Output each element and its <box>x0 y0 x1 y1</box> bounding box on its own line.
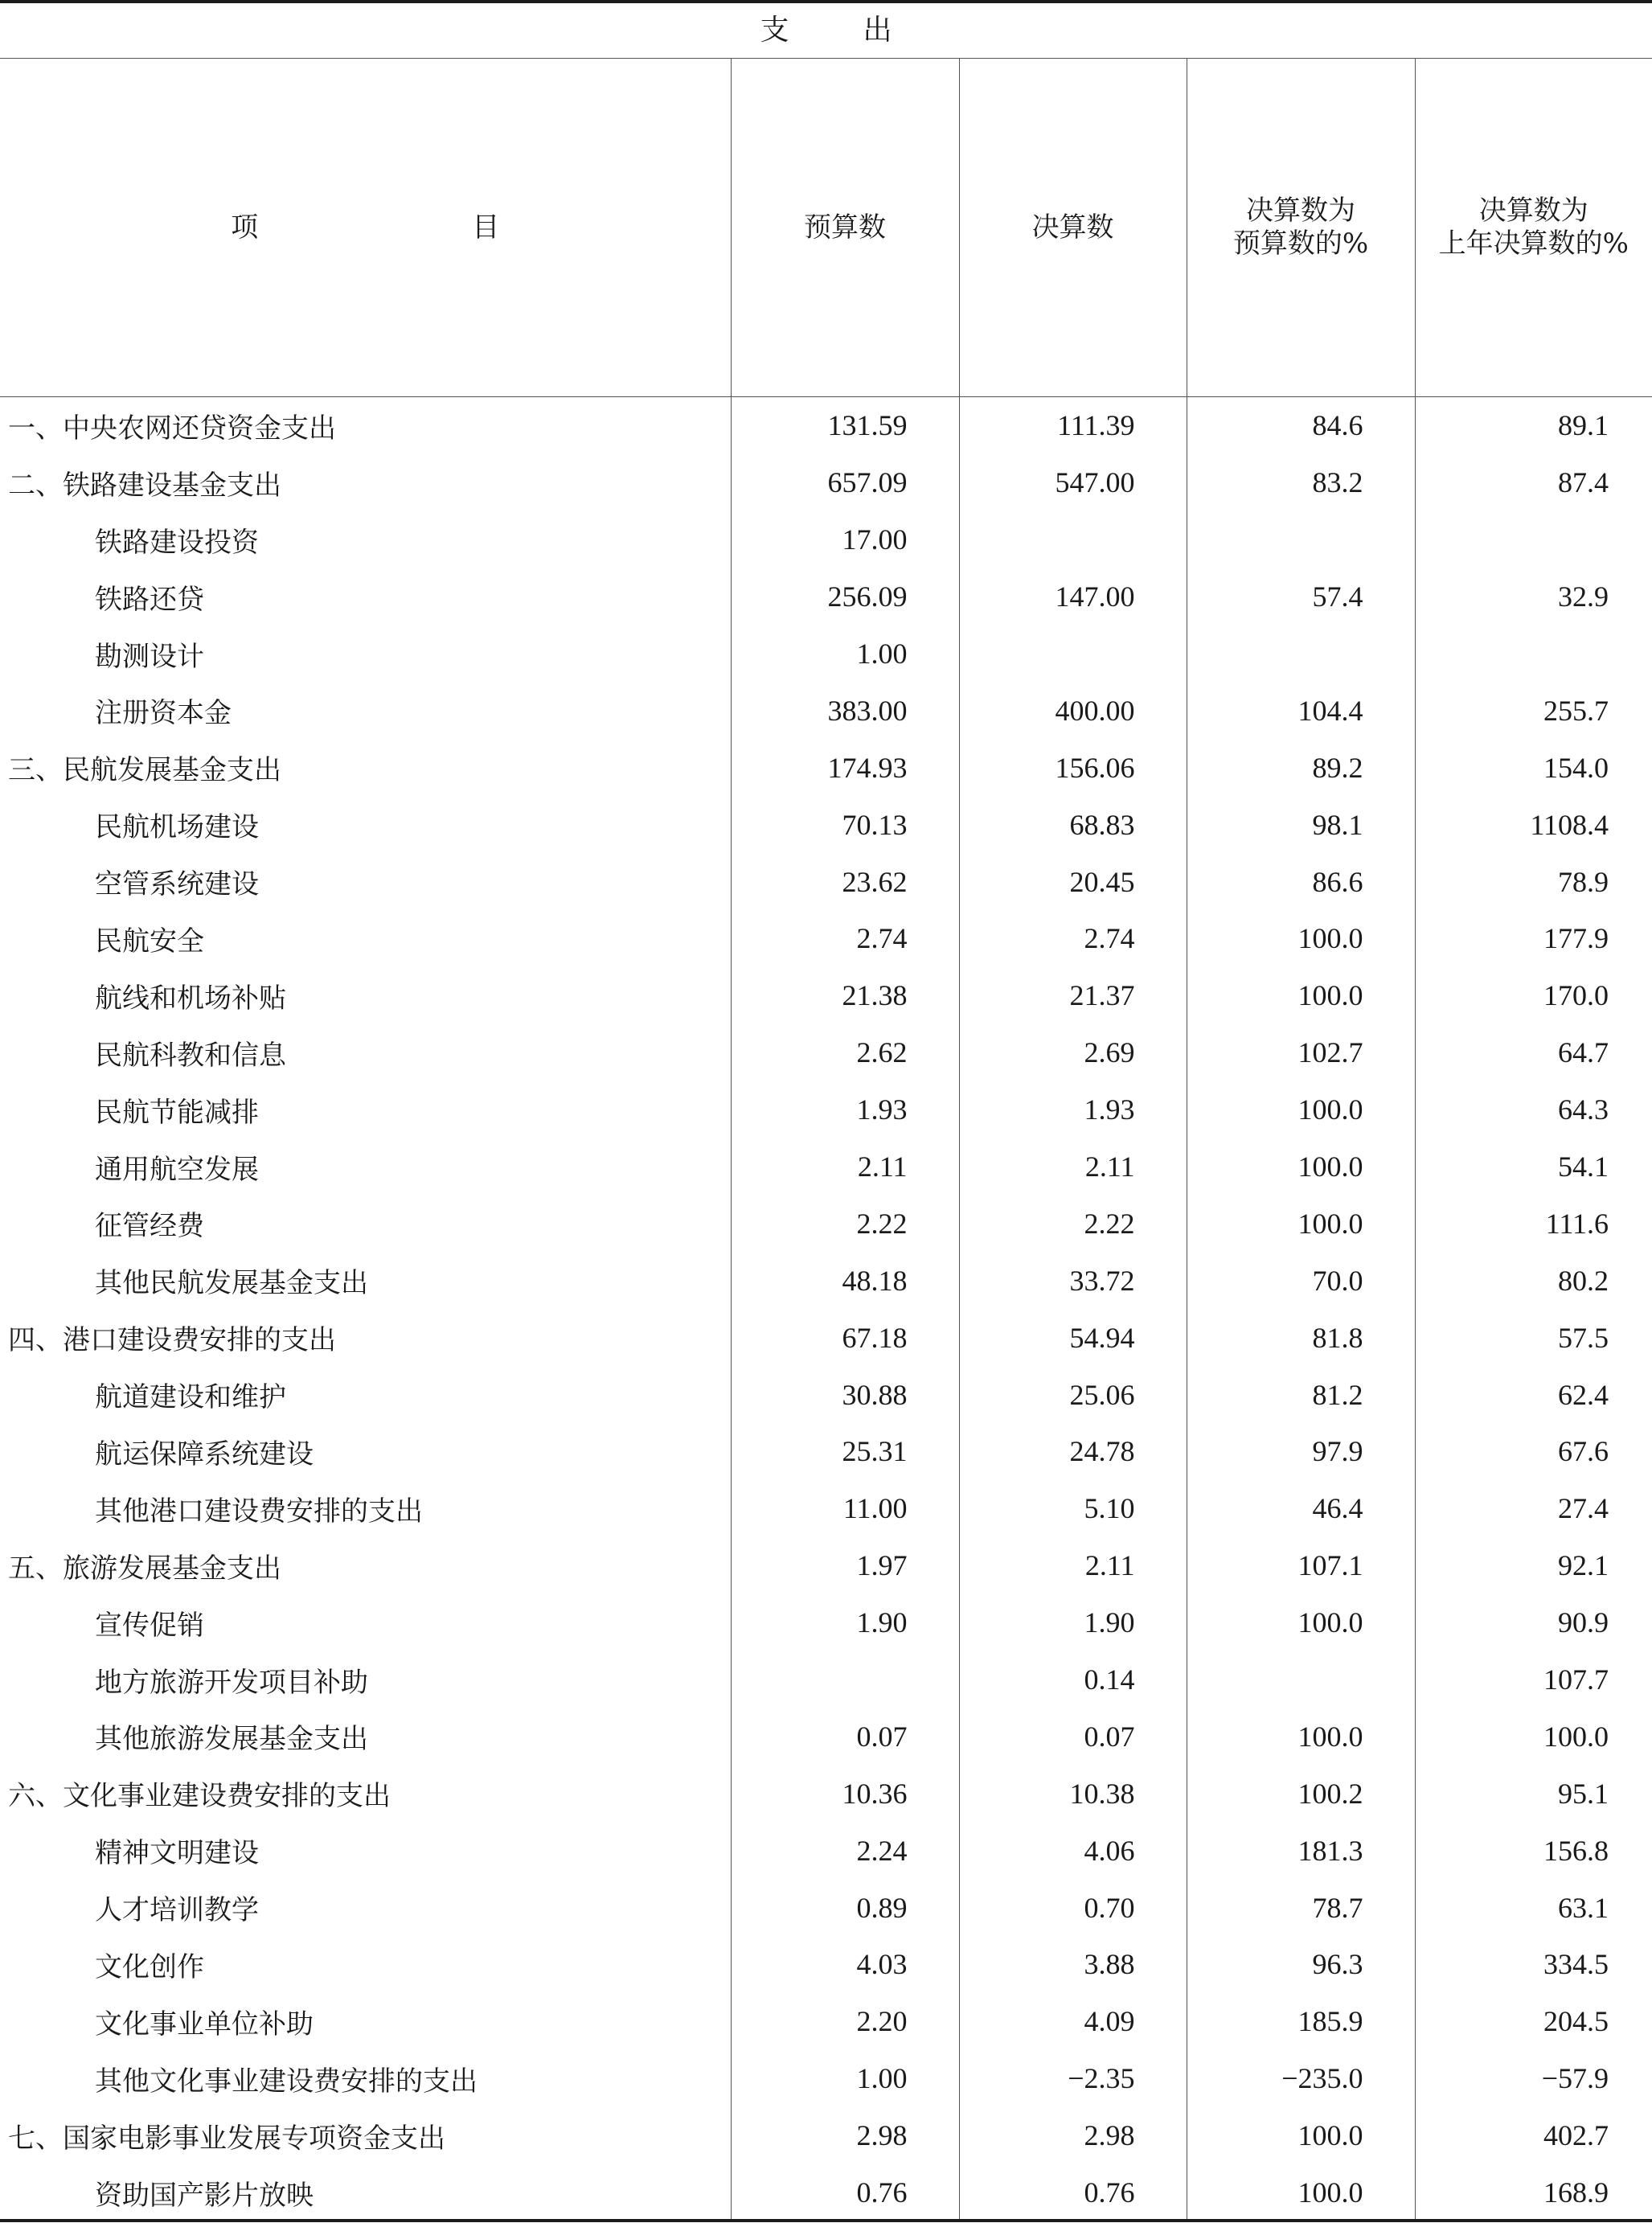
final-cell: 1.93 <box>959 1081 1187 1138</box>
final-cell: 111.39 <box>959 397 1187 454</box>
budget-cell: 2.98 <box>731 2107 959 2164</box>
row-name-cell: 一、中央农网还贷资金支出 <box>8 412 336 445</box>
budget-cell: 0.89 <box>731 1879 959 1936</box>
table-row <box>0 1309 1652 1366</box>
row-name-cell: 通用航空发展 <box>95 1153 259 1186</box>
row-name-cell: 四、港口建设费安排的支出 <box>8 1324 336 1357</box>
pct-prev-cell: 111.6 <box>1415 1195 1652 1252</box>
row-name-cell: 二、铁路建设基金支出 <box>8 469 281 502</box>
budget-cell: 1.00 <box>731 625 959 683</box>
table-row <box>0 1879 1652 1936</box>
table-row <box>0 625 1652 683</box>
pct-prev-cell: 64.7 <box>1415 1024 1652 1081</box>
pct-prev-cell: 177.9 <box>1415 910 1652 967</box>
row-name-cell: 勘测设计 <box>95 640 204 673</box>
table-row <box>0 796 1652 853</box>
table-row <box>0 1252 1652 1309</box>
final-cell: 4.09 <box>959 1993 1187 2050</box>
budget-cell: 174.93 <box>731 739 959 796</box>
final-cell <box>959 511 1187 568</box>
final-cell: 1.90 <box>959 1594 1187 1651</box>
row-name-cell: 六、文化事业建设费安排的支出 <box>8 1780 391 1813</box>
row-name-cell: 民航节能减排 <box>95 1096 259 1129</box>
pct-prev-cell: 78.9 <box>1415 853 1652 910</box>
row-name-cell: 铁路还贷 <box>95 583 204 616</box>
header-pct-prev: 决算数为 上年决算数的% <box>1415 59 1652 397</box>
row-name-cell: 三、民航发展基金支出 <box>8 754 281 787</box>
bottom-rule <box>0 2219 1652 2222</box>
pct-budget-cell: 46.4 <box>1187 1480 1415 1537</box>
row-name-cell: 民航安全 <box>95 925 204 958</box>
pct-budget-cell: 102.7 <box>1187 1024 1415 1081</box>
final-cell: 2.11 <box>959 1138 1187 1196</box>
table-row <box>0 2107 1652 2164</box>
budget-cell: 21.38 <box>731 967 959 1024</box>
final-cell: 0.76 <box>959 2164 1187 2221</box>
table-row <box>0 1480 1652 1537</box>
section-title <box>0 3 1652 59</box>
pct-budget-cell: 98.1 <box>1187 796 1415 853</box>
pct-prev-cell: 80.2 <box>1415 1252 1652 1309</box>
pct-prev-cell: 204.5 <box>1415 1993 1652 2050</box>
table-row <box>0 1936 1652 1993</box>
pct-prev-cell: −57.9 <box>1415 2050 1652 2107</box>
table-row <box>0 1822 1652 1879</box>
table-row <box>0 1423 1652 1480</box>
budget-cell: 0.07 <box>731 1708 959 1765</box>
pct-budget-cell: 100.0 <box>1187 1195 1415 1252</box>
final-cell: 0.14 <box>959 1651 1187 1708</box>
table-row <box>0 682 1652 739</box>
table-row <box>0 1138 1652 1196</box>
row-name-cell: 征管经费 <box>95 1210 204 1243</box>
table-row <box>0 1708 1652 1765</box>
row-name-cell: 精神文明建设 <box>95 1837 259 1870</box>
budget-cell: 30.88 <box>731 1366 959 1423</box>
pct-prev-cell: 100.0 <box>1415 1708 1652 1765</box>
final-cell: 0.70 <box>959 1879 1187 1936</box>
pct-prev-cell: 67.6 <box>1415 1423 1652 1480</box>
budget-cell: 0.76 <box>731 2164 959 2221</box>
row-name-cell: 宣传促销 <box>95 1609 204 1642</box>
table-row <box>0 967 1652 1024</box>
table-row <box>0 1993 1652 2050</box>
row-name-cell: 其他港口建设费安排的支出 <box>95 1495 423 1528</box>
pct-budget-cell: 83.2 <box>1187 454 1415 511</box>
budget-cell: 1.90 <box>731 1594 959 1651</box>
budget-cell: 256.09 <box>731 568 959 625</box>
expenditure-table <box>0 59 1652 2221</box>
row-name-cell: 文化事业单位补助 <box>95 2008 314 2040</box>
pct-budget-cell <box>1187 1651 1415 1708</box>
pct-budget-cell: 100.0 <box>1187 1708 1415 1765</box>
pct-budget-cell: 100.0 <box>1187 1081 1415 1138</box>
pct-budget-cell: 100.0 <box>1187 1594 1415 1651</box>
header-pct-budget: 决算数为 预算数的% <box>1187 59 1415 397</box>
table-row <box>0 568 1652 625</box>
final-cell: 5.10 <box>959 1480 1187 1537</box>
table-header <box>0 59 1652 397</box>
table-row <box>0 1024 1652 1081</box>
header-budget: 预算数 <box>731 59 959 397</box>
pct-prev-cell <box>1415 511 1652 568</box>
table-row <box>0 1594 1652 1651</box>
final-cell: 2.74 <box>959 910 1187 967</box>
row-name-cell: 航运保障系统建设 <box>95 1438 314 1470</box>
table-row <box>0 739 1652 796</box>
budget-cell: 2.11 <box>731 1138 959 1196</box>
budget-cell <box>731 1651 959 1708</box>
row-name-cell: 资助国产影片放映 <box>95 2179 314 2212</box>
pct-budget-cell: 96.3 <box>1187 1936 1415 1993</box>
table-row <box>0 454 1652 511</box>
pct-prev-cell: 87.4 <box>1415 454 1652 511</box>
row-name-cell: 航道建设和维护 <box>95 1381 286 1414</box>
pct-prev-cell: 168.9 <box>1415 2164 1652 2221</box>
pct-budget-cell: 78.7 <box>1187 1879 1415 1936</box>
table-row <box>0 1765 1652 1822</box>
final-cell: 0.07 <box>959 1708 1187 1765</box>
budget-cell: 1.97 <box>731 1537 959 1594</box>
final-cell: 24.78 <box>959 1423 1187 1480</box>
final-cell: 10.38 <box>959 1765 1187 1822</box>
pct-budget-cell: 100.0 <box>1187 1138 1415 1196</box>
pct-budget-cell: 181.3 <box>1187 1822 1415 1879</box>
table-row <box>0 2050 1652 2107</box>
pct-prev-cell: 64.3 <box>1415 1081 1652 1138</box>
final-cell: 547.00 <box>959 454 1187 511</box>
budget-cell: 25.31 <box>731 1423 959 1480</box>
pct-budget-cell: 81.2 <box>1187 1366 1415 1423</box>
final-cell: 20.45 <box>959 853 1187 910</box>
pct-prev-cell: 1108.4 <box>1415 796 1652 853</box>
pct-prev-cell: 63.1 <box>1415 1879 1652 1936</box>
pct-prev-cell: 92.1 <box>1415 1537 1652 1594</box>
row-name-cell: 地方旅游开发项目补助 <box>95 1666 368 1699</box>
final-cell: 2.11 <box>959 1537 1187 1594</box>
header-final: 决算数 <box>959 59 1187 397</box>
row-name-cell: 航线和机场补贴 <box>95 982 286 1015</box>
pct-budget-cell: 97.9 <box>1187 1423 1415 1480</box>
table-body <box>0 397 1652 2221</box>
pct-budget-cell: 100.0 <box>1187 2164 1415 2221</box>
pct-budget-cell: −235.0 <box>1187 2050 1415 2107</box>
pct-prev-cell: 156.8 <box>1415 1822 1652 1879</box>
pct-prev-cell: 95.1 <box>1415 1765 1652 1822</box>
final-cell: 4.06 <box>959 1822 1187 1879</box>
budget-cell: 4.03 <box>731 1936 959 1993</box>
final-cell: 156.06 <box>959 739 1187 796</box>
table-row <box>0 853 1652 910</box>
budget-cell: 10.36 <box>731 1765 959 1822</box>
table-row <box>0 1537 1652 1594</box>
pct-budget-cell: 100.0 <box>1187 967 1415 1024</box>
table-row <box>0 910 1652 967</box>
budget-cell: 657.09 <box>731 454 959 511</box>
budget-cell: 70.13 <box>731 796 959 853</box>
budget-cell: 2.22 <box>731 1195 959 1252</box>
pct-prev-cell: 54.1 <box>1415 1138 1652 1196</box>
pct-budget-cell <box>1187 625 1415 683</box>
final-cell: 400.00 <box>959 682 1187 739</box>
pct-prev-cell: 154.0 <box>1415 739 1652 796</box>
budget-cell: 17.00 <box>731 511 959 568</box>
row-name-cell: 其他旅游发展基金支出 <box>95 1723 368 1756</box>
pct-budget-cell: 84.6 <box>1187 397 1415 454</box>
pct-prev-cell: 402.7 <box>1415 2107 1652 2164</box>
budget-cell: 2.20 <box>731 1993 959 2050</box>
pct-prev-cell: 27.4 <box>1415 1480 1652 1537</box>
pct-budget-cell: 104.4 <box>1187 682 1415 739</box>
budget-cell: 2.74 <box>731 910 959 967</box>
header-item: 项 目 <box>0 59 731 397</box>
final-cell <box>959 625 1187 683</box>
row-name-cell: 民航机场建设 <box>95 811 259 844</box>
final-cell: 68.83 <box>959 796 1187 853</box>
row-name-cell: 七、国家电影事业发展专项资金支出 <box>8 2122 445 2155</box>
pct-budget-cell: 185.9 <box>1187 1993 1415 2050</box>
row-name-cell: 注册资本金 <box>95 697 232 730</box>
row-name-cell: 空管系统建设 <box>95 868 259 901</box>
table-row <box>0 397 1652 454</box>
budget-cell: 383.00 <box>731 682 959 739</box>
budget-cell: 48.18 <box>731 1252 959 1309</box>
budget-cell: 67.18 <box>731 1309 959 1366</box>
budget-cell: 1.00 <box>731 2050 959 2107</box>
budget-cell: 1.93 <box>731 1081 959 1138</box>
row-name-cell: 人才培训教学 <box>95 1894 259 1927</box>
pct-budget-cell: 57.4 <box>1187 568 1415 625</box>
pct-prev-cell: 107.7 <box>1415 1651 1652 1708</box>
pct-budget-cell: 100.2 <box>1187 1765 1415 1822</box>
final-cell: 2.69 <box>959 1024 1187 1081</box>
final-cell: 21.37 <box>959 967 1187 1024</box>
pct-prev-cell: 57.5 <box>1415 1309 1652 1366</box>
pct-prev-cell: 62.4 <box>1415 1366 1652 1423</box>
row-name-cell: 其他文化事业建设费安排的支出 <box>95 2065 478 2098</box>
pct-prev-cell: 89.1 <box>1415 397 1652 454</box>
budget-cell: 2.24 <box>731 1822 959 1879</box>
pct-prev-cell: 255.7 <box>1415 682 1652 739</box>
final-cell: 2.22 <box>959 1195 1187 1252</box>
final-cell: 3.88 <box>959 1936 1187 1993</box>
pct-prev-cell: 170.0 <box>1415 967 1652 1024</box>
table-row <box>0 1081 1652 1138</box>
table-row <box>0 1366 1652 1423</box>
pct-prev-cell: 90.9 <box>1415 1594 1652 1651</box>
pct-prev-cell: 32.9 <box>1415 568 1652 625</box>
pct-budget-cell: 107.1 <box>1187 1537 1415 1594</box>
pct-prev-cell <box>1415 625 1652 683</box>
pct-budget-cell <box>1187 511 1415 568</box>
row-name-cell: 民航科教和信息 <box>95 1039 286 1072</box>
table-row <box>0 1651 1652 1708</box>
final-cell: 2.98 <box>959 2107 1187 2164</box>
budget-cell: 11.00 <box>731 1480 959 1537</box>
pct-budget-cell: 86.6 <box>1187 853 1415 910</box>
row-name-cell: 铁路建设投资 <box>95 526 259 559</box>
final-cell: 54.94 <box>959 1309 1187 1366</box>
row-name-cell: 五、旅游发展基金支出 <box>8 1552 281 1585</box>
final-cell: 25.06 <box>959 1366 1187 1423</box>
table-row <box>0 511 1652 568</box>
section-title-text: 支 出 <box>760 14 915 47</box>
row-name-cell: 其他民航发展基金支出 <box>95 1267 368 1300</box>
final-cell: −2.35 <box>959 2050 1187 2107</box>
table-row <box>0 2164 1652 2221</box>
pct-budget-cell: 100.0 <box>1187 2107 1415 2164</box>
final-cell: 33.72 <box>959 1252 1187 1309</box>
budget-cell: 2.62 <box>731 1024 959 1081</box>
budget-cell: 131.59 <box>731 397 959 454</box>
table-row <box>0 1195 1652 1252</box>
pct-budget-cell: 70.0 <box>1187 1252 1415 1309</box>
pct-budget-cell: 89.2 <box>1187 739 1415 796</box>
pct-prev-cell: 334.5 <box>1415 1936 1652 1993</box>
final-cell: 147.00 <box>959 568 1187 625</box>
pct-budget-cell: 81.8 <box>1187 1309 1415 1366</box>
budget-cell: 23.62 <box>731 853 959 910</box>
pct-budget-cell: 100.0 <box>1187 910 1415 967</box>
row-name-cell: 文化创作 <box>95 1950 204 1983</box>
